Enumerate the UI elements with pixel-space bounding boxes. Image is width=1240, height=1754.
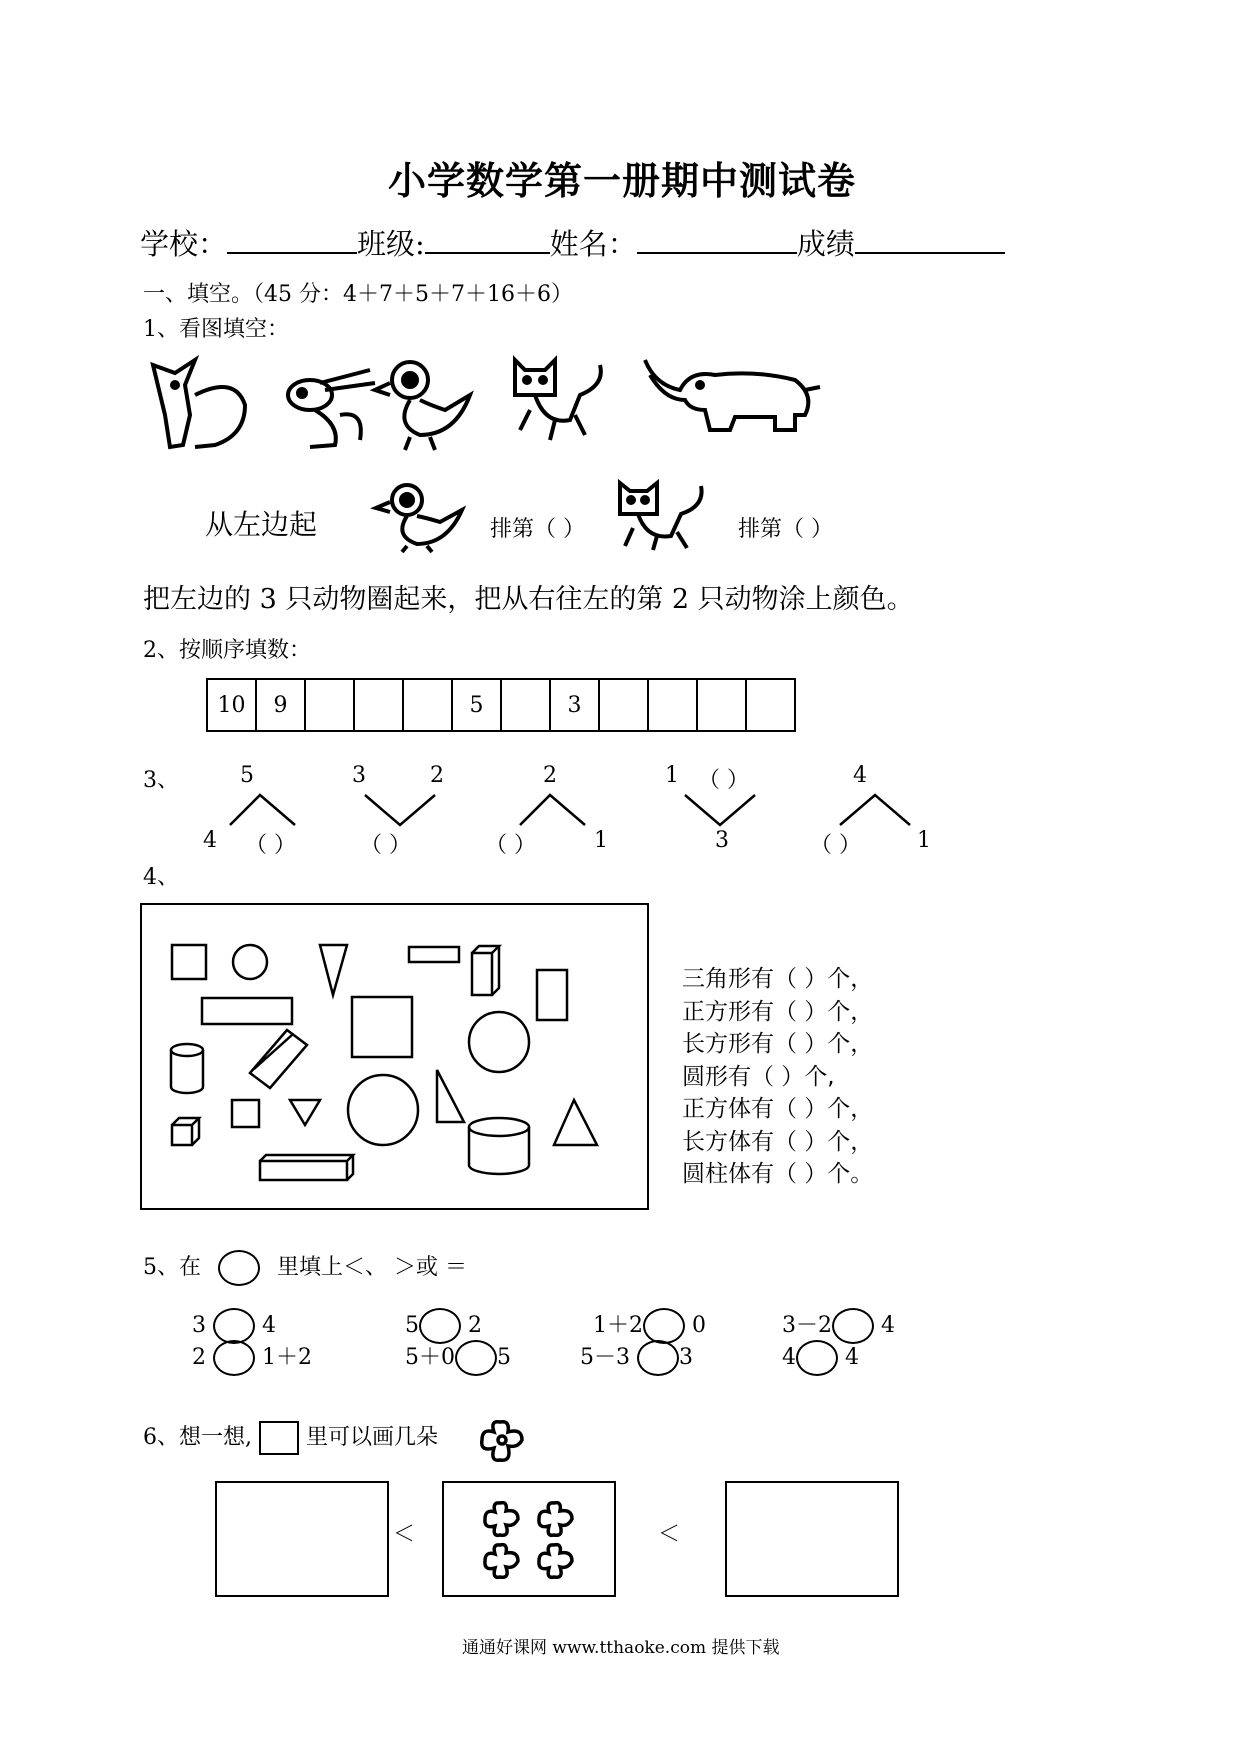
d4-top-left: 1 bbox=[665, 763, 679, 788]
shape-count-list bbox=[682, 963, 873, 1191]
shapes-box bbox=[140, 903, 649, 1210]
seq-cell[interactable] bbox=[599, 679, 648, 731]
footer-text: 通通好课网 www.tthaoke.com 提供下载 bbox=[462, 1638, 780, 1658]
d3-top: 2 bbox=[543, 763, 557, 788]
cuboid-shape bbox=[250, 1030, 307, 1088]
less-than-1: ＜ bbox=[393, 1522, 416, 1547]
flower-icon bbox=[485, 1503, 518, 1536]
square-box-icon bbox=[259, 1421, 299, 1455]
q1-label: 1、看图填空： bbox=[143, 317, 289, 342]
cmp-item: 5 2 bbox=[405, 1308, 482, 1344]
d2-bottom-blank[interactable]: （ ） bbox=[360, 833, 411, 858]
cmp-oval[interactable] bbox=[643, 1308, 685, 1344]
flower-icon bbox=[539, 1503, 572, 1536]
q6-label-a: 6、想一想, bbox=[143, 1425, 252, 1450]
sequence-table bbox=[206, 678, 796, 732]
rectangle-count[interactable]: 长方形有（ ）个， bbox=[682, 1031, 874, 1057]
score-blank[interactable] bbox=[855, 226, 1005, 254]
shapes-drawing bbox=[142, 905, 647, 1208]
name-label: 姓名： bbox=[549, 227, 637, 261]
circle-shape bbox=[469, 1012, 529, 1072]
d3-left-blank[interactable]: （ ） bbox=[485, 833, 536, 858]
q6-label bbox=[143, 1420, 438, 1455]
seq-cell[interactable] bbox=[746, 679, 795, 731]
cmp-item: 1＋2 0 bbox=[593, 1308, 706, 1344]
circle-count[interactable]: 圆形有（ ）个, bbox=[682, 1063, 835, 1090]
square-count[interactable]: 正方形有（ ）个， bbox=[682, 998, 874, 1025]
q6-label-b: 里可以画几朵 bbox=[306, 1425, 439, 1450]
rank-2-text: 排第（ ） bbox=[738, 517, 833, 542]
squirrel-icon bbox=[153, 360, 245, 447]
oval-icon bbox=[218, 1250, 260, 1286]
square-shape bbox=[352, 997, 412, 1057]
class-label: 班级: bbox=[357, 227, 425, 261]
rectangle-shape bbox=[537, 970, 567, 1020]
seq-cell[interactable] bbox=[501, 679, 550, 731]
seq-cell[interactable] bbox=[697, 679, 746, 731]
elephant-icon bbox=[645, 360, 820, 430]
cmp-item: 2 1＋2 bbox=[192, 1340, 312, 1376]
seq-cell: 3 bbox=[550, 679, 599, 731]
answer-box-right[interactable] bbox=[725, 1481, 899, 1597]
animal-row bbox=[145, 355, 865, 465]
q2-label: 2、按顺序填数： bbox=[143, 638, 311, 663]
cmp-oval[interactable] bbox=[796, 1340, 838, 1376]
circle-shape bbox=[233, 945, 267, 979]
q5-label-a: 5、在 bbox=[143, 1255, 201, 1280]
triangle-shape bbox=[554, 1100, 597, 1145]
seq-cell[interactable] bbox=[648, 679, 697, 731]
square-shape bbox=[232, 1100, 259, 1127]
d5-top: 4 bbox=[853, 763, 867, 788]
cube-count[interactable]: 正方体有（ ）个， bbox=[682, 1096, 874, 1122]
cuboid-shape bbox=[472, 946, 499, 995]
cylinder-shape bbox=[469, 1118, 529, 1174]
four-flowers bbox=[444, 1483, 614, 1595]
cmp-oval[interactable] bbox=[213, 1340, 255, 1376]
cmp-item: 4 4 bbox=[782, 1340, 859, 1376]
cmp-item: 3 4 bbox=[192, 1308, 276, 1344]
cmp-oval[interactable] bbox=[832, 1308, 874, 1344]
cmp-item: 3－2 4 bbox=[782, 1308, 895, 1344]
school-blank[interactable] bbox=[227, 226, 357, 254]
cylinder-count[interactable]: 圆柱体有（ ）个。 bbox=[682, 1161, 874, 1187]
d2-top-left: 3 bbox=[352, 763, 366, 788]
cube-shape bbox=[172, 1118, 199, 1145]
cylinder-shape bbox=[171, 1044, 203, 1093]
rectangle-shape bbox=[202, 998, 292, 1024]
cmp-item: 5－3 3 bbox=[580, 1340, 693, 1376]
circle-shape bbox=[348, 1075, 418, 1145]
triangle-shape bbox=[437, 1070, 464, 1122]
d2-top-right: 2 bbox=[430, 763, 444, 788]
cuboid-count[interactable]: 长方体有（ ）个， bbox=[682, 1128, 874, 1155]
q1-instruction: 把左边的 3 只动物圈起来，把从右往左的第 2 只动物涂上颜色。 bbox=[143, 584, 914, 615]
d1-top: 5 bbox=[240, 763, 254, 788]
score-label: 成绩 bbox=[796, 227, 855, 261]
flower-box-middle bbox=[442, 1481, 616, 1597]
cat-icon bbox=[515, 360, 601, 440]
d5-right: 1 bbox=[917, 828, 931, 853]
school-label: 学校： bbox=[140, 227, 228, 261]
d1-right-blank[interactable]: （ ） bbox=[245, 833, 296, 858]
flower-icon bbox=[485, 1545, 518, 1578]
triangle-shape bbox=[320, 945, 347, 995]
from-left-text: 从左边起 bbox=[205, 508, 318, 541]
name-blank[interactable] bbox=[637, 226, 797, 254]
seq-cell: 9 bbox=[256, 679, 305, 731]
cmp-oval[interactable] bbox=[419, 1308, 461, 1344]
d3-right: 1 bbox=[594, 828, 608, 853]
section-1-heading: 一、填空。（45 分：4＋7＋5＋7＋16＋6） bbox=[143, 282, 573, 307]
square-shape bbox=[172, 945, 206, 979]
cmp-oval[interactable] bbox=[455, 1340, 497, 1376]
duck-icon-small bbox=[372, 478, 492, 553]
d4-bottom: 3 bbox=[715, 828, 729, 853]
cmp-oval[interactable] bbox=[637, 1340, 679, 1376]
d1-left: 4 bbox=[203, 828, 217, 853]
q4-label: 4、 bbox=[143, 865, 179, 890]
triangle-shape bbox=[290, 1100, 320, 1125]
page-title: 小学数学第一册期中测试卷 bbox=[388, 158, 857, 203]
rabbit-icon bbox=[288, 370, 375, 447]
flower-icon bbox=[539, 1545, 572, 1578]
cat-icon-small bbox=[615, 478, 735, 553]
d5-left-blank[interactable]: （ ） bbox=[810, 833, 861, 858]
seq-cell[interactable] bbox=[305, 679, 354, 731]
less-than-2: ＜ bbox=[658, 1522, 681, 1547]
duck-icon bbox=[375, 362, 470, 450]
info-line bbox=[140, 222, 1005, 263]
answer-box-left[interactable] bbox=[215, 1481, 389, 1597]
rectangle-shape bbox=[409, 947, 459, 962]
triangle-count[interactable]: 三角形有（ ）个， bbox=[682, 966, 874, 992]
q5-label-b: 里填上＜、 ＞或 ＝ bbox=[277, 1255, 467, 1280]
q5-label bbox=[143, 1250, 467, 1286]
rank-1-text: 排第（ ） bbox=[490, 517, 585, 542]
q3-label: 3、 bbox=[143, 768, 179, 793]
cmp-item: 5＋0 5 bbox=[405, 1340, 511, 1376]
flower-icon bbox=[478, 1418, 528, 1466]
cuboid-shape bbox=[260, 1155, 353, 1180]
class-blank[interactable] bbox=[425, 226, 550, 254]
seq-cell: 10 bbox=[207, 679, 256, 731]
seq-cell[interactable] bbox=[403, 679, 452, 731]
cmp-oval[interactable] bbox=[213, 1308, 255, 1344]
seq-cell: 5 bbox=[452, 679, 501, 731]
d4-top-right-blank[interactable]: （ ） bbox=[698, 768, 749, 793]
seq-cell[interactable] bbox=[354, 679, 403, 731]
